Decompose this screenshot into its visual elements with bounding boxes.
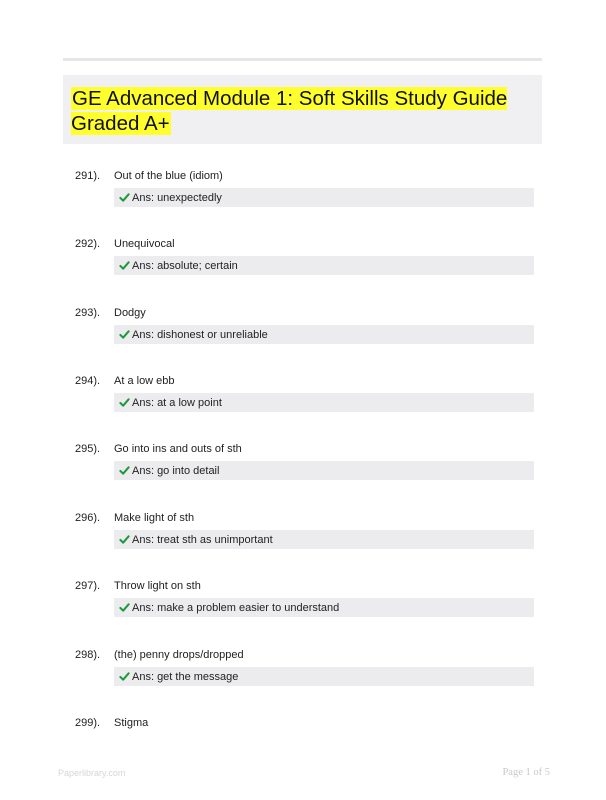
question-number: 291). bbox=[75, 170, 101, 182]
checkmark-icon bbox=[119, 671, 130, 682]
checkmark-icon bbox=[119, 534, 130, 545]
question-item bbox=[63, 579, 542, 629]
question-text: (the) penny drops/dropped bbox=[114, 649, 244, 661]
question-number: 298). bbox=[75, 649, 101, 661]
question-number: 296). bbox=[75, 512, 101, 524]
answer-text: Ans: dishonest or unreliable bbox=[132, 329, 268, 341]
answer-box bbox=[114, 530, 534, 549]
question-number: 294). bbox=[75, 375, 101, 387]
answer-box bbox=[114, 325, 534, 344]
checkmark-icon bbox=[119, 397, 130, 408]
page-indicator: Page 1 of 5 bbox=[502, 767, 550, 778]
question-number: 295). bbox=[75, 443, 101, 455]
question-item bbox=[63, 511, 542, 561]
question-number: 293). bbox=[75, 307, 101, 319]
checkmark-icon bbox=[119, 192, 130, 203]
answer-box bbox=[114, 188, 534, 207]
document-title bbox=[71, 86, 531, 136]
question-item bbox=[63, 648, 542, 698]
checkmark-icon bbox=[119, 465, 130, 476]
answer-text: Ans: go into detail bbox=[132, 465, 220, 477]
answer-box bbox=[114, 461, 534, 480]
answer-box bbox=[114, 256, 534, 275]
answer-text: Ans: treat sth as unimportant bbox=[132, 534, 273, 546]
document-title-highlight: GE Advanced Module 1: Soft Skills Study Guide Graded A+ bbox=[71, 87, 508, 135]
question-item bbox=[63, 442, 542, 492]
question-text: Stigma bbox=[114, 717, 149, 729]
answer-box bbox=[114, 393, 534, 412]
question-text: At a low ebb bbox=[114, 375, 175, 387]
question-item bbox=[63, 306, 542, 356]
answer-text: Ans: at a low point bbox=[132, 397, 222, 409]
question-text: Go into ins and outs of sth bbox=[114, 443, 242, 455]
answer-text: Ans: absolute; certain bbox=[132, 260, 238, 272]
top-divider bbox=[63, 58, 542, 61]
answer-box bbox=[114, 667, 534, 686]
question-item bbox=[63, 716, 542, 766]
question-text: Make light of sth bbox=[114, 512, 195, 524]
question-text: Throw light on sth bbox=[114, 580, 201, 592]
checkmark-icon bbox=[119, 260, 130, 271]
question-number: 297). bbox=[75, 580, 101, 592]
footer-watermark: Paperlibrary.com bbox=[58, 768, 126, 778]
title-banner bbox=[63, 75, 542, 144]
checkmark-icon bbox=[119, 602, 130, 613]
question-text: Out of the blue (idiom) bbox=[114, 170, 223, 182]
question-item bbox=[63, 169, 542, 219]
answer-text: Ans: make a problem easier to understand bbox=[132, 602, 340, 614]
checkmark-icon bbox=[119, 329, 130, 340]
answer-box bbox=[114, 598, 534, 617]
question-number: 299). bbox=[75, 717, 101, 729]
question-number: 292). bbox=[75, 238, 101, 250]
answer-text: Ans: unexpectedly bbox=[132, 192, 222, 204]
question-text: Unequivocal bbox=[114, 238, 175, 250]
question-item bbox=[63, 237, 542, 287]
question-item bbox=[63, 374, 542, 424]
question-text: Dodgy bbox=[114, 307, 146, 319]
answer-text: Ans: get the message bbox=[132, 671, 239, 683]
